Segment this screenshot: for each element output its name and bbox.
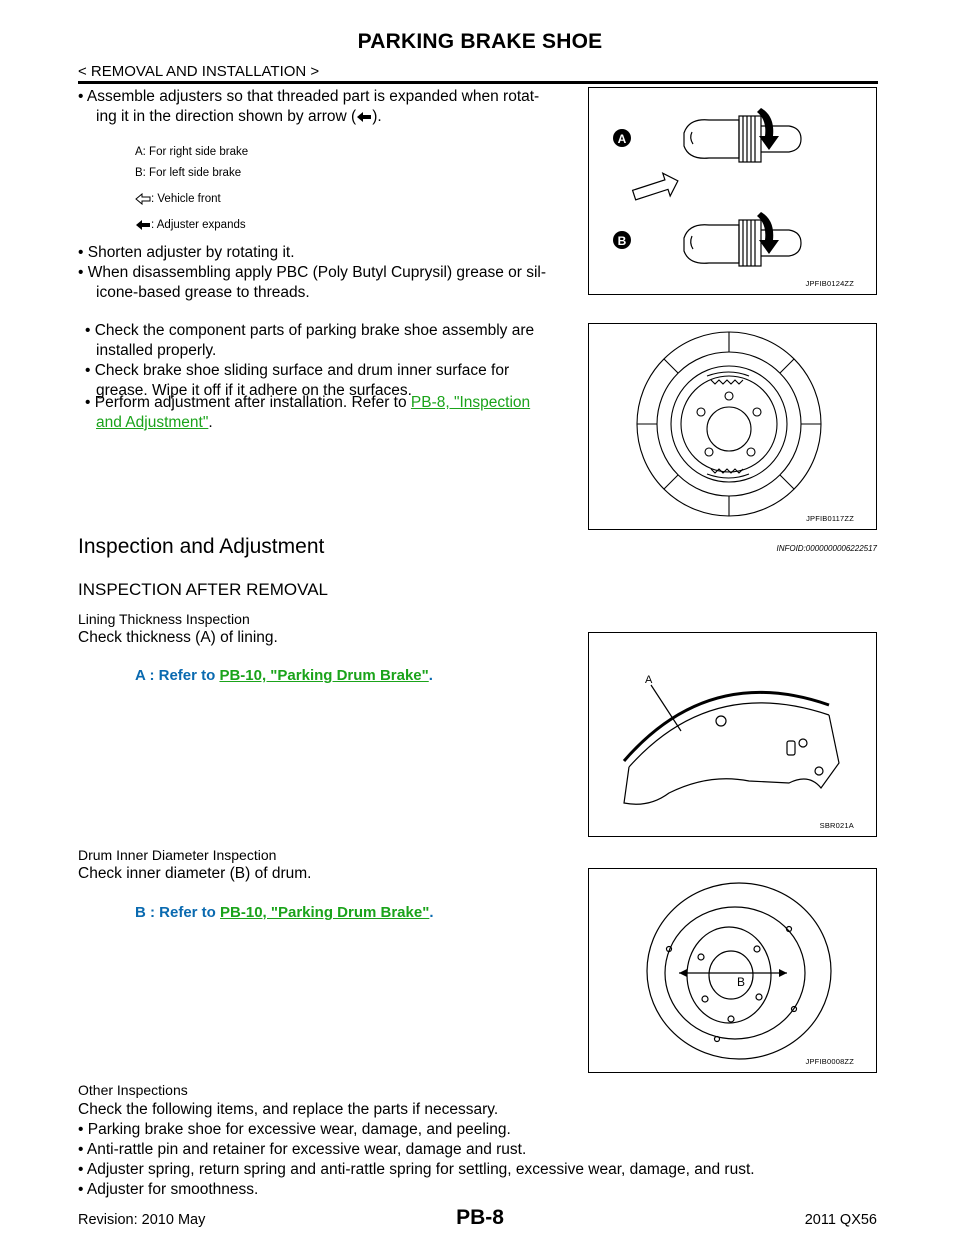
bullet-grease: • When disassembling apply PBC (Poly Butyl Cuprysil) grease or sil- icone-based grease to threads.	[78, 264, 547, 301]
lining-illustration	[589, 633, 876, 836]
list-item: • Adjuster spring, return spring and anti-rattle spring for settling, excessive wear, damage, and rust.	[78, 1161, 755, 1178]
adjuster-illustration	[589, 88, 876, 294]
figure-code: SBR021A	[819, 821, 854, 830]
page-title: PARKING BRAKE SHOE	[357, 30, 603, 53]
section-title: Inspection and Adjustment	[78, 535, 325, 558]
drum-figure	[588, 868, 877, 1073]
lining-reference: A : Refer to PB-10, "Parking Drum Brake".	[135, 667, 433, 684]
other-items	[78, 1120, 878, 1200]
adjuster-expands-legend-icon	[135, 219, 151, 231]
lining-figure-label: A	[645, 674, 653, 686]
link-inspection-adjustment[interactable]: PB-8, "Inspection	[410, 394, 531, 411]
drum-figure-label: B	[737, 975, 746, 989]
page-number: PB-8	[456, 1206, 504, 1229]
lining-figure	[588, 632, 877, 837]
brake-assembly-figure	[588, 323, 877, 530]
info-id: INFOID:0000000006222517	[776, 544, 877, 553]
link-inspection-adjustment-cont[interactable]: and Adjustment"	[96, 414, 209, 431]
bullet-check-components: • Check the component parts of parking brake shoe assembly are installed properly.	[85, 322, 535, 359]
figure-label-a: A	[617, 132, 627, 146]
adjuster-expands-arrow-icon	[356, 111, 372, 123]
legend-front: : Vehicle front	[135, 193, 221, 205]
model: 2011 QX56	[804, 1212, 877, 1228]
figure-label-b: B	[617, 234, 627, 248]
legend-a: A: For right side brake	[135, 146, 249, 158]
legend-b: B: For left side brake	[135, 167, 242, 179]
lining-heading: Lining Thickness Inspection	[78, 611, 250, 627]
link-parking-drum-brake-b[interactable]: PB-10, "Parking Drum Brake"	[220, 904, 430, 921]
breadcrumb: < REMOVAL AND INSTALLATION >	[78, 63, 320, 80]
drum-heading: Drum Inner Diameter Inspection	[78, 847, 277, 863]
list-item: • Anti-rattle pin and retainer for excessive wear, damage and rust.	[78, 1141, 527, 1158]
other-text: Check the following items, and replace the parts if necessary.	[78, 1101, 499, 1118]
revision: Revision: 2010 May	[78, 1212, 206, 1228]
legend-expand: : Adjuster expands	[135, 219, 246, 231]
drum-text: Check inner diameter (B) of drum.	[78, 865, 312, 882]
figure-code: JPFIB0008ZZ	[805, 1057, 854, 1066]
list-item: • Adjuster for smoothness.	[78, 1181, 259, 1198]
vehicle-front-arrow-icon	[135, 193, 151, 205]
other-heading: Other Inspections	[78, 1082, 188, 1098]
list-item: • Parking brake shoe for excessive wear, damage, and peeling.	[78, 1121, 511, 1138]
drum-reference: B : Refer to PB-10, "Parking Drum Brake".	[135, 904, 434, 921]
bullet-check-grease: • Check brake shoe sliding surface and drum inner surface for grease. Wipe it off if it adhere on the surfaces.	[85, 362, 510, 399]
header-rule	[78, 81, 878, 84]
figure-code: JPFIB0124ZZ	[805, 279, 854, 288]
adjuster-instructions	[78, 87, 578, 127]
bullet-shorten: • Shorten adjuster by rotating it.	[78, 244, 295, 261]
figure-code: JPFIB0117ZZ	[806, 514, 854, 523]
link-parking-drum-brake-a[interactable]: PB-10, "Parking Drum Brake"	[219, 667, 429, 684]
brake-assembly-illustration	[589, 324, 876, 529]
section-subtitle: INSPECTION AFTER REMOVAL	[78, 580, 329, 599]
bullet-perform-adjustment: • Perform adjustment after installation. Refer to PB-8, "Inspection and Adjustment".	[85, 394, 531, 431]
bullet-assemble: • Assemble adjusters so that threaded part is expanded when rotat- ing it in the direction shown by arrow ( ).	[78, 88, 540, 125]
lining-text: Check thickness (A) of lining.	[78, 629, 278, 646]
adjuster-figure	[588, 87, 877, 295]
drum-illustration	[589, 869, 876, 1072]
